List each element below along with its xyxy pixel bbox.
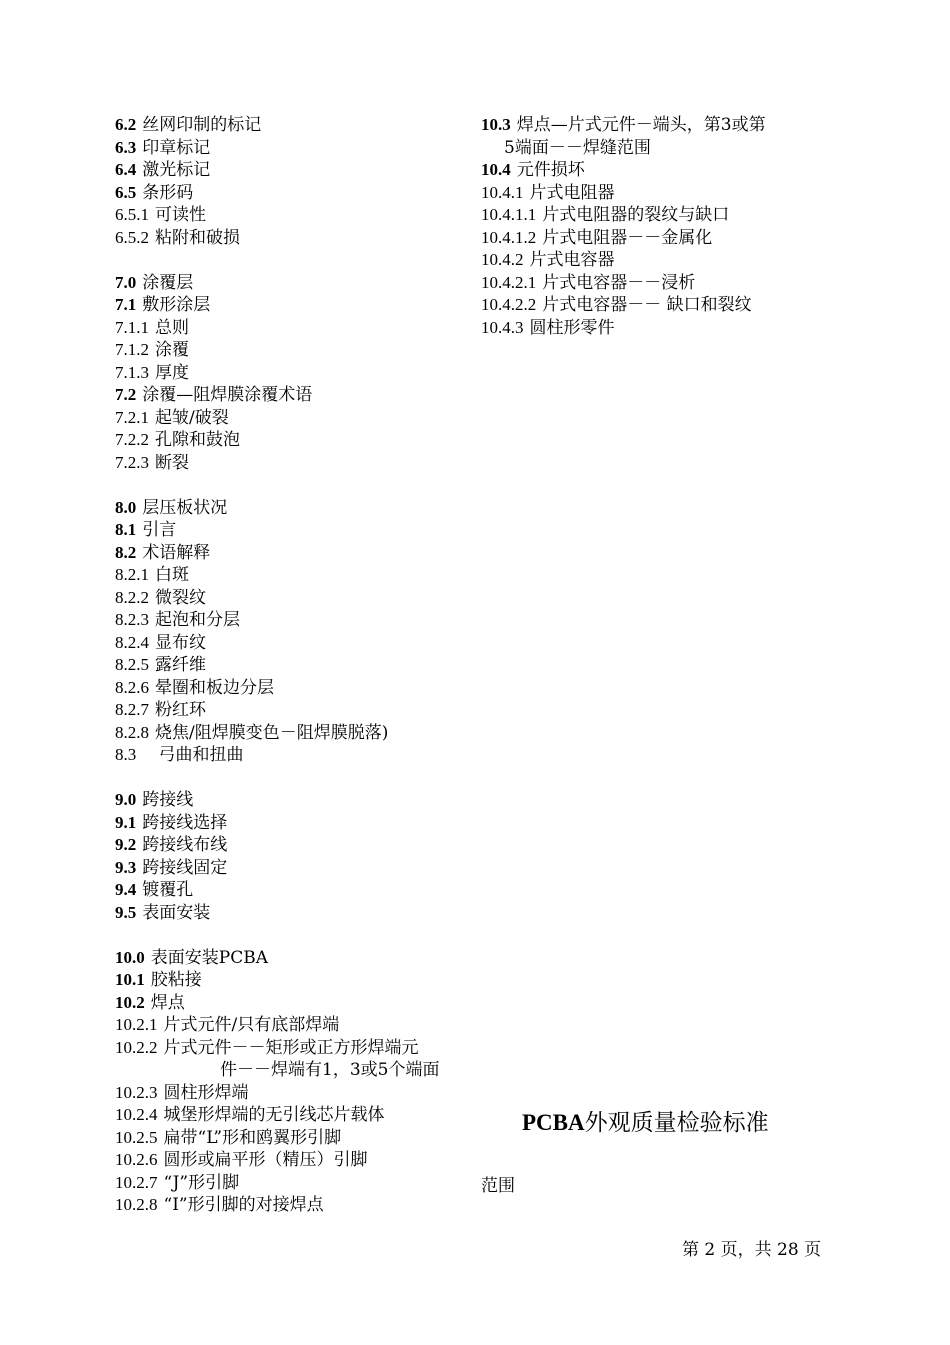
- toc-entry-text: 镀覆孔: [142, 880, 194, 900]
- toc-entry: [115, 1104, 475, 1127]
- toc-entry-number: 9.1: [115, 812, 137, 832]
- toc-entry-number: 10.4: [481, 160, 511, 179]
- toc-entry: [481, 227, 821, 250]
- toc-entry-text: 条形码: [142, 182, 194, 203]
- toc-entry-number: 10.2.8: [115, 1195, 158, 1214]
- toc-entry-text: 片式电容器－－ 缺口和裂纹: [542, 295, 752, 315]
- toc-entry-number: 10.4.1.1: [481, 205, 537, 224]
- toc-entry-number: 7.2.1: [115, 407, 149, 427]
- toc-entry: [115, 317, 475, 340]
- toc-entry: [115, 542, 475, 565]
- toc-entry-text: 粘附和破损: [155, 227, 240, 248]
- toc-entry: [481, 159, 821, 182]
- toc-entry-text: 5端面－－焊缝范围: [504, 137, 651, 158]
- toc-entry: [115, 789, 475, 812]
- toc-entry: [115, 1127, 475, 1150]
- toc-entry-number: 10.2.1: [115, 1015, 158, 1034]
- toc-entry-number: 8.2.7: [115, 700, 149, 719]
- toc-entry: [481, 272, 821, 295]
- toc-entry-text: 胶粘接: [150, 970, 202, 990]
- toc-entry-number: 8.2.4: [115, 632, 149, 652]
- toc-entry-number: 8.2.5: [115, 655, 149, 674]
- toc-entry-text: 烧焦/阻焊膜变色－阻焊膜脱落): [155, 722, 389, 743]
- toc-entry-text: 涂覆: [155, 340, 189, 360]
- toc-entry-number: 8.3: [115, 745, 137, 764]
- toc-entry-text: 表面安装PCBA: [150, 947, 268, 968]
- toc-entry-text: 片式元件－－矩形或正方形焊端元: [163, 1037, 419, 1058]
- toc-entry-text: 焊点: [150, 992, 185, 1013]
- toc-entry-number: 10.4.2: [481, 250, 524, 269]
- toc-entry-number: 7.2.3: [115, 452, 149, 472]
- toc-entry-text: 涂覆—阻焊膜涂覆术语: [142, 385, 313, 405]
- toc-entry-text: 跨接线: [142, 790, 194, 810]
- toc-entry: [115, 182, 475, 205]
- toc-entry-text: 城堡形焊端的无引线芯片载体: [163, 1105, 385, 1125]
- toc-entry: [115, 677, 475, 700]
- toc-entry: [481, 294, 821, 317]
- toc-entry-text: “J”形引脚: [163, 1172, 240, 1193]
- toc-entry: [115, 632, 475, 655]
- toc-entry-text: 扁带“L”形和鸥翼形引脚: [163, 1127, 342, 1148]
- toc-entry-number: 10.3: [481, 115, 511, 134]
- toc-entry-number: 10.4.1.2: [481, 227, 537, 247]
- toc-entry-number: 7.1.1: [115, 317, 149, 337]
- toc-entry-text: 印章标记: [142, 137, 211, 158]
- toc-entry-text: 涂覆层: [142, 272, 194, 293]
- toc-entry: [115, 384, 475, 407]
- toc-entry: [481, 317, 821, 340]
- toc-entry-number: 8.2.6: [115, 677, 149, 697]
- toc-entry: [115, 587, 475, 610]
- toc-entry-number: 6.5.2: [115, 227, 149, 247]
- toc-entry-number: 8.2: [115, 542, 137, 562]
- toc-entry-number: 10.2.4: [115, 1105, 158, 1124]
- toc-entry-text: 片式电阻器: [529, 182, 615, 203]
- toc-entry-text: 件－－焊端有1，3或5个端面: [220, 1060, 440, 1080]
- toc-entry: [481, 182, 821, 205]
- toc-entry-text: 圆柱形零件: [529, 317, 615, 338]
- toc-entry: [115, 857, 475, 880]
- toc-entry: [115, 137, 475, 160]
- toc-entry: [115, 1149, 475, 1172]
- toc-left-column: [115, 114, 475, 1217]
- toc-entry: [115, 1082, 475, 1105]
- toc-entry-number: 10.4.1: [481, 182, 524, 202]
- toc-entry-number: 10.2.7: [115, 1172, 158, 1192]
- toc-entry-text: 起皱/破裂: [155, 407, 229, 428]
- toc-entry-number: 6.5: [115, 182, 137, 202]
- title-chinese: 外观质量检验标准: [584, 1110, 769, 1136]
- toc-entry: [115, 1194, 475, 1217]
- toc-entry-number: 9.0: [115, 790, 137, 809]
- toc-entry: [115, 834, 475, 857]
- toc-entry-number: 7.2.2: [115, 430, 149, 449]
- toc-entry-number: 10.2.5: [115, 1127, 158, 1147]
- toc-entry: [115, 947, 475, 970]
- toc-entry: [115, 1059, 475, 1082]
- toc-entry: [115, 699, 475, 722]
- toc-entry: [481, 114, 821, 137]
- toc-entry-text: 微裂纹: [155, 587, 206, 608]
- toc-entry: [115, 362, 475, 385]
- toc-entry-text: 片式电阻器－－金属化: [542, 227, 713, 248]
- toc-entry-text: 晕圈和板边分层: [155, 677, 274, 698]
- toc-entry-text: 层压板状况: [142, 497, 228, 518]
- toc-entry-number: 10.1: [115, 970, 145, 989]
- toc-entry: [115, 519, 475, 542]
- toc-entry-text: 圆柱形焊端: [163, 1082, 249, 1103]
- toc-entry-text: 跨接线选择: [142, 812, 228, 833]
- toc-entry-text: 可读性: [155, 205, 206, 225]
- toc-entry: [115, 339, 475, 362]
- toc-entry-text: 孔隙和鼓泡: [155, 430, 240, 450]
- toc-entry-text: 敷形涂层: [142, 295, 211, 315]
- toc-entry-number: 8.2.1: [115, 565, 149, 584]
- toc-entry-text: 断裂: [155, 452, 189, 473]
- toc-entry-number: 6.2: [115, 115, 137, 134]
- toc-entry-number: 8.0: [115, 497, 137, 517]
- toc-entry-number: 7.1.2: [115, 340, 149, 359]
- document-title: [522, 1104, 769, 1137]
- toc-entry: [115, 114, 475, 137]
- toc-entry-text: 圆形或扁平形（精压）引脚: [163, 1150, 368, 1170]
- toc-entry: [481, 137, 821, 160]
- toc-entry: [115, 272, 475, 295]
- toc-entry-number: 6.5.1: [115, 205, 149, 224]
- toc-entry-number: 10.0: [115, 947, 145, 967]
- toc-entry: [115, 204, 475, 227]
- toc-entry-text: 跨接线固定: [142, 857, 228, 878]
- toc-entry: [115, 1037, 475, 1060]
- toc-entry-number: 10.4.3: [481, 317, 524, 337]
- toc-entry-text: 片式电容器－－浸析: [542, 272, 696, 293]
- toc-entry: [115, 969, 475, 992]
- toc-entry-text: 露纤维: [155, 655, 206, 675]
- toc-entry: [115, 902, 475, 925]
- toc-right-column: [481, 114, 821, 339]
- toc-entry: [115, 879, 475, 902]
- toc-entry-number: 9.3: [115, 857, 137, 877]
- toc-entry: [115, 159, 475, 182]
- toc-entry-number: 7.0: [115, 272, 137, 292]
- toc-entry-text: 总则: [155, 317, 189, 338]
- toc-entry-text: 焊点—片式元件－端头，第3或第: [516, 115, 766, 135]
- toc-entry: [481, 249, 821, 272]
- toc-entry: [115, 744, 475, 767]
- toc-entry: [115, 407, 475, 430]
- toc-entry-text: 片式元件/只有底部焊端: [163, 1015, 340, 1035]
- toc-entry-number: 8.2.2: [115, 587, 149, 607]
- page-number: 第 2 页，共 28 页: [682, 1240, 822, 1260]
- toc-entry: [115, 654, 475, 677]
- toc-entry: [481, 204, 821, 227]
- toc-entry-number: 8.2.3: [115, 610, 149, 629]
- toc-entry-text: “I”形引脚的对接焊点: [163, 1195, 324, 1215]
- toc-entry-number: 10.4.2.1: [481, 272, 537, 292]
- toc-entry-number: 7.2: [115, 385, 137, 404]
- toc-entry-text: 显布纹: [155, 632, 206, 653]
- toc-entry: [115, 294, 475, 317]
- toc-entry-number: 8.1: [115, 520, 137, 539]
- toc-entry-number: 10.2.2: [115, 1037, 158, 1057]
- toc-entry-text: 表面安装: [142, 902, 211, 923]
- toc-entry-text: 片式电容器: [529, 250, 615, 270]
- toc-entry-text: 白斑: [155, 565, 189, 585]
- toc-entry: [115, 609, 475, 632]
- toc-entry: [115, 227, 475, 250]
- toc-entry: [115, 497, 475, 520]
- toc-entry-text: 起泡和分层: [155, 610, 240, 630]
- toc-entry-text: 术语解释: [142, 542, 211, 563]
- toc-entry-number: 10.4.2.2: [481, 295, 537, 314]
- toc-entry-number: 9.5: [115, 902, 137, 922]
- toc-entry: [115, 429, 475, 452]
- title-latin: PCBA: [522, 1110, 585, 1135]
- toc-entry-number: 9.4: [115, 880, 137, 899]
- toc-entry-number: 6.3: [115, 137, 137, 157]
- toc-entry-text: 元件损坏: [516, 160, 585, 180]
- toc-entry-number: 7.1: [115, 295, 137, 314]
- toc-entry-text: 片式电阻器的裂纹与缺口: [542, 205, 730, 225]
- toc-entry-text: 跨接线布线: [142, 835, 228, 855]
- toc-entry-text: 激光标记: [142, 160, 211, 180]
- toc-entry: [115, 1172, 475, 1195]
- toc-entry: [115, 1014, 475, 1037]
- scope-heading: 范围: [481, 1176, 515, 1196]
- toc-entry-number: 7.1.3: [115, 362, 149, 382]
- toc-entry-text: 粉红环: [155, 700, 206, 720]
- toc-entry-number: 8.2.8: [115, 722, 149, 742]
- toc-entry-text: 丝网印制的标记: [142, 115, 262, 135]
- toc-entry-number: 10.2.3: [115, 1082, 158, 1102]
- toc-entry-number: 10.2: [115, 992, 145, 1012]
- toc-entry-text: 弓曲和扭曲: [142, 745, 244, 765]
- toc-entry-number: 9.2: [115, 835, 137, 854]
- toc-entry-number: 10.2.6: [115, 1150, 158, 1169]
- toc-entry: [115, 452, 475, 475]
- toc-entry: [115, 992, 475, 1015]
- toc-entry: [115, 564, 475, 587]
- toc-entry-text: 厚度: [155, 362, 189, 383]
- toc-entry: [115, 812, 475, 835]
- toc-entry-number: 6.4: [115, 160, 137, 179]
- toc-entry-text: 引言: [142, 520, 177, 540]
- toc-entry: [115, 722, 475, 745]
